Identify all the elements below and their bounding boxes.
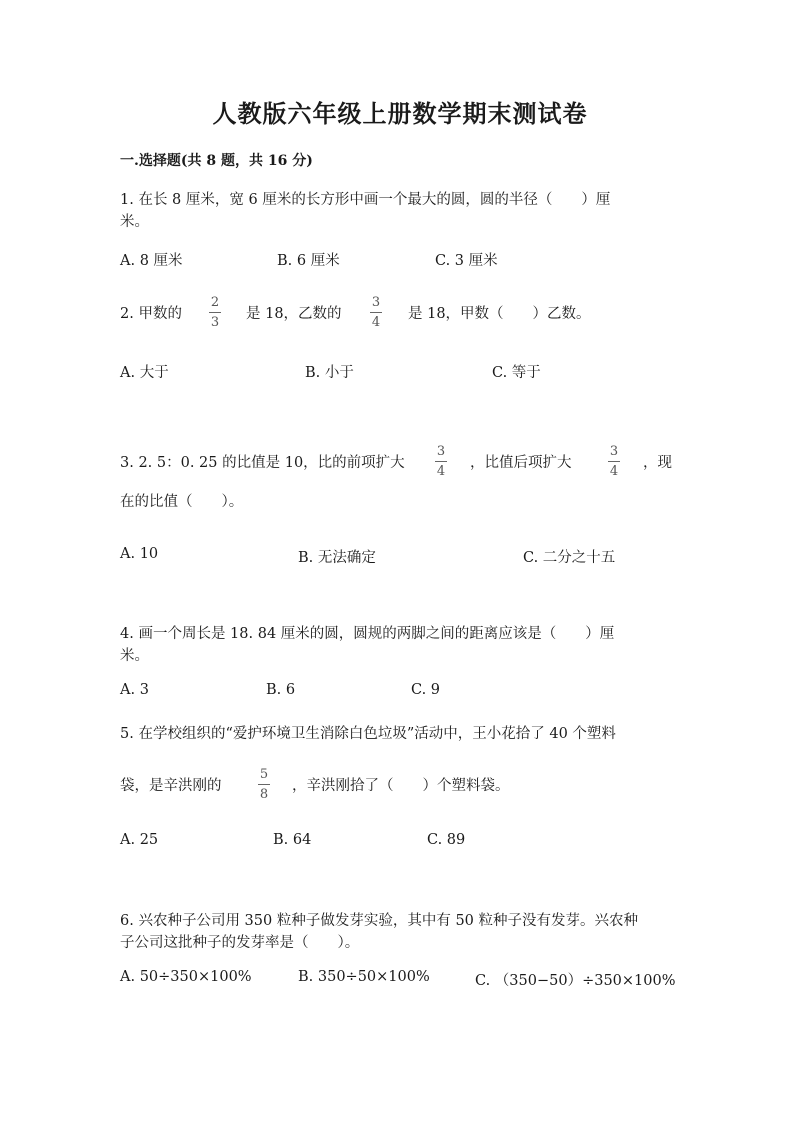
question-6-line-1: 6. 兴农种子公司用 350 粒种子做发芽实验，其中有 50 粒种子没有发芽。兴农种 bbox=[120, 913, 639, 929]
question-3-option-a: A. 10 bbox=[120, 546, 159, 562]
question-2-option-a: A. 大于 bbox=[120, 365, 169, 381]
question-6-option-b: B. 350÷50×100% bbox=[298, 969, 430, 985]
question-2-text-3: 是 18，甲数（ ）乙数。 bbox=[408, 306, 591, 322]
question-3-option-c: C. 二分之十五 bbox=[523, 550, 616, 566]
question-3-text-3: ，现 bbox=[643, 455, 672, 471]
question-3-option-b: B. 无法确定 bbox=[298, 550, 376, 566]
question-6-line-2: 子公司这批种子的发芽率是（ ）。 bbox=[120, 935, 360, 951]
question-5-fraction bbox=[258, 768, 270, 801]
question-1-line-1: 1. 在长 8 厘米，宽 6 厘米的长方形中画一个最大的圆，圆的半径（ ）厘 bbox=[120, 192, 611, 208]
question-2-text-2: 是 18，乙数的 bbox=[246, 306, 342, 322]
question-5-text-1: 袋，是辛洪刚的 bbox=[120, 778, 222, 794]
question-2-option-c: C. 等于 bbox=[492, 365, 541, 381]
fraction-denominator: 4 bbox=[609, 464, 619, 479]
question-6-option-a: A. 50÷350×100% bbox=[120, 969, 252, 985]
question-5-option-a: A. 25 bbox=[120, 832, 159, 848]
question-4-option-b: B. 6 bbox=[266, 682, 296, 698]
fraction-numerator: 3 bbox=[371, 295, 381, 310]
fraction-denominator: 4 bbox=[436, 464, 446, 479]
question-3-fraction-1 bbox=[435, 445, 447, 478]
question-4-option-c: C. 9 bbox=[411, 682, 441, 698]
fraction-numerator: 5 bbox=[259, 767, 269, 782]
question-2-fraction-2 bbox=[370, 296, 382, 329]
section-heading: 一.选择题(共 8 题，共 16 分) bbox=[120, 153, 313, 169]
question-2-fraction-1 bbox=[209, 296, 221, 329]
fraction-numerator: 2 bbox=[210, 295, 220, 310]
question-2-option-b: B. 小于 bbox=[305, 365, 354, 381]
fraction-numerator: 3 bbox=[436, 444, 446, 459]
fraction-denominator: 4 bbox=[371, 315, 381, 330]
fraction-bar bbox=[258, 784, 270, 785]
question-3-fraction-2 bbox=[608, 445, 620, 478]
question-2-text-1: 2. 甲数的 bbox=[120, 306, 182, 322]
fraction-bar bbox=[209, 312, 221, 313]
fraction-denominator: 3 bbox=[210, 315, 220, 330]
question-5-text-2: ，辛洪刚拾了（ ）个塑料袋。 bbox=[292, 778, 510, 794]
fraction-bar bbox=[370, 312, 382, 313]
question-1-option-a: A. 8 厘米 bbox=[120, 253, 183, 269]
question-3-text-2: ，比值后项扩大 bbox=[470, 455, 572, 471]
question-5-option-b: B. 64 bbox=[273, 832, 312, 848]
question-1-option-b: B. 6 厘米 bbox=[277, 253, 340, 269]
question-4-line-2: 米。 bbox=[120, 648, 149, 664]
question-5-line-1: 5. 在学校组织的“爱护环境卫生消除白色垃圾”活动中，王小花拾了 40 个塑料 bbox=[120, 726, 616, 742]
fraction-bar bbox=[435, 461, 447, 462]
question-1-option-c: C. 3 厘米 bbox=[435, 253, 498, 269]
fraction-bar bbox=[608, 461, 620, 462]
fraction-numerator: 3 bbox=[609, 444, 619, 459]
question-4-line-1: 4. 画一个周长是 18. 84 厘米的圆，圆规的两脚之间的距离应该是（ ）厘 bbox=[120, 626, 615, 642]
question-4-option-a: A. 3 bbox=[120, 682, 149, 698]
question-6-option-c: C. （350−50）÷350×100% bbox=[475, 973, 676, 989]
question-5-option-c: C. 89 bbox=[427, 832, 466, 848]
question-1-line-2: 米。 bbox=[120, 214, 149, 230]
question-3-line-2: 在的比值（ ）。 bbox=[120, 494, 244, 510]
page-title: 人教版六年级上册数学期末测试卷 bbox=[212, 99, 588, 128]
question-3-text-1: 3. 2. 5：0. 25 的比值是 10，比的前项扩大 bbox=[120, 455, 405, 471]
fraction-denominator: 8 bbox=[259, 787, 269, 802]
